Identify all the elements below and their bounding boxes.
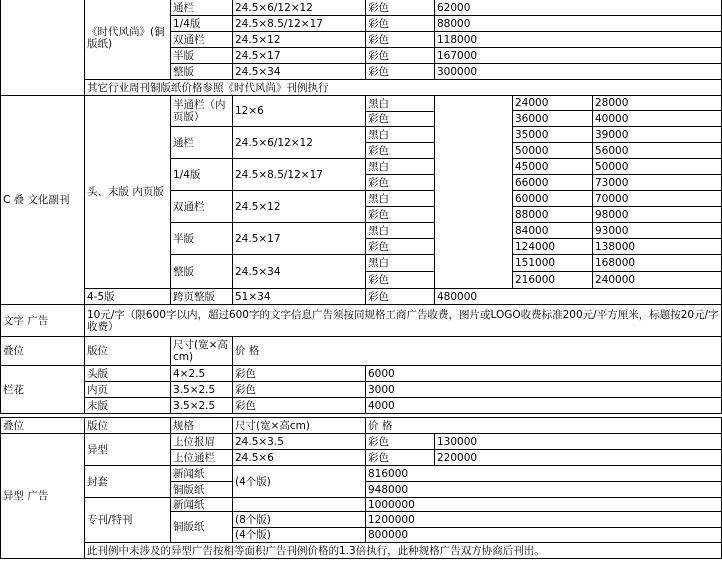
lanhua-price-2: 3000 xyxy=(365,381,722,398)
zk-coated: 铜版纸 xyxy=(170,511,233,543)
text-ad-desc: 10元/字（限600字以内，超过600字的文字信息广告须按同规格工商广告收费，图片或LOGO收费标准200元/平方厘米，标题按20元/字收费） xyxy=(84,304,722,337)
section-a-title: 《时代风尚》(铜版纸) xyxy=(84,0,171,82)
header2-col2: 版位 xyxy=(84,417,171,434)
price-cell: 151000 xyxy=(512,254,593,272)
header1-col2: 版位 xyxy=(84,336,171,366)
price-cell: 138000 xyxy=(592,238,722,255)
row-a2-color: 彩色 xyxy=(365,15,435,32)
header2-col3: 规格 xyxy=(170,417,233,434)
price-cell: 35000 xyxy=(512,126,593,143)
row-c6-size: 24.5×34 xyxy=(232,254,366,289)
tonglan-color: 彩色 xyxy=(365,449,435,466)
price-cell: 36000 xyxy=(512,110,593,127)
row-a4-price: 167000 xyxy=(434,47,722,64)
lanhua-pos-3: 末版 xyxy=(84,397,171,414)
row-a5-price: 300000 xyxy=(434,63,722,80)
price-cell: 60000 xyxy=(512,190,593,207)
row-a2-size: 24.5×8.5/12×17 xyxy=(232,15,366,32)
row-c4-bw: 黑白 xyxy=(365,190,435,207)
row-a5-color: 彩色 xyxy=(365,63,435,80)
blank-col xyxy=(434,95,513,289)
price-cell: 216000 xyxy=(512,271,593,289)
spread-price: 480000 xyxy=(434,288,722,305)
fengtao-pages: (4个版) xyxy=(232,465,366,498)
tonglan-name: 上位通栏 xyxy=(170,449,233,466)
row-c3-name: 1/4版 xyxy=(170,158,233,191)
lanhua-pos-1: 头版 xyxy=(84,365,171,382)
row-c4-name: 双通栏 xyxy=(170,190,233,223)
row-a3-color: 彩色 xyxy=(365,31,435,48)
lanhua-color-2: 彩色 xyxy=(232,381,366,398)
baotou-size: 24.5×3.5 xyxy=(232,433,366,450)
price-cell: 70000 xyxy=(592,190,722,207)
row-a5-name: 整版 xyxy=(170,63,233,80)
row-a4-size: 24.5×17 xyxy=(232,47,366,64)
price-cell: 98000 xyxy=(592,206,722,223)
row-c5-size: 24.5×17 xyxy=(232,222,366,255)
row-c1-color: 彩色 xyxy=(365,111,435,127)
row-c6-bw: 黑白 xyxy=(365,254,435,272)
header2-col5: 价 格 xyxy=(365,417,722,434)
special-label: 异型 广告 xyxy=(0,433,85,559)
price-cell: 240000 xyxy=(592,271,722,289)
price-cell: 39000 xyxy=(592,126,722,143)
spread-label: 4-5版 xyxy=(84,288,171,305)
lanhua-size-1: 4×2.5 xyxy=(170,365,233,382)
row-a1-size: 24.5×6/12×12 xyxy=(232,0,366,16)
row-a1-price: 62000 xyxy=(434,0,722,16)
row-c2-color: 彩色 xyxy=(365,142,435,159)
price-cell: 56000 xyxy=(592,142,722,159)
price-cell: 50000 xyxy=(592,158,722,175)
section-a-note: 其它行业周刊铜版纸价格参照《时代风尚》刊例执行 xyxy=(84,79,722,96)
lanhua-pos-2: 内页 xyxy=(84,381,171,398)
footer-note: 此刊例中未涉及的异型广告按相等面积广告刊例价格的1.3倍执行，此种规格广告双方协商后刊出。 xyxy=(84,542,722,559)
zk-coated4-price: 800000 xyxy=(365,527,722,543)
row-c2-bw: 黑白 xyxy=(365,126,435,143)
zk-coated8-price: 1200000 xyxy=(365,511,722,528)
price-cell: 93000 xyxy=(592,222,722,239)
spread-size: 51×34 xyxy=(232,288,366,305)
header1-col1: 叠位 xyxy=(0,336,85,366)
row-a3-size: 24.5×12 xyxy=(232,31,366,48)
row-c2-size: 24.5×6/12×12 xyxy=(232,126,366,159)
row-a4-name: 半版 xyxy=(170,47,233,64)
row-c5-bw: 黑白 xyxy=(365,222,435,239)
row-c2-name: 通栏 xyxy=(170,126,233,159)
price-cell: 50000 xyxy=(512,142,593,159)
row-c4-color: 彩色 xyxy=(365,206,435,223)
price-cell: 28000 xyxy=(592,95,722,111)
baotou-price: 130000 xyxy=(434,433,722,450)
price-cell: 124000 xyxy=(512,238,593,255)
zk-coated-4: (4个版) xyxy=(232,527,366,543)
price-cell: 66000 xyxy=(512,174,593,191)
fengtao-label: 封套 xyxy=(84,465,171,498)
price-cell: 73000 xyxy=(592,174,722,191)
spread-name: 跨页整版 xyxy=(170,288,233,305)
fengtao-coated: 铜版纸 xyxy=(170,481,233,498)
row-c5-color: 彩色 xyxy=(365,238,435,255)
header2-col1: 叠位 xyxy=(0,417,85,434)
zk-news: 新闻纸 xyxy=(170,497,233,512)
row-c1-size: 12×6 xyxy=(232,95,366,127)
zhuankan-label: 专刊/特刊 xyxy=(84,497,171,543)
row-a2-price: 88000 xyxy=(434,15,722,32)
section-c-title: C 叠 文化副刊 xyxy=(0,95,85,305)
row-a5-size: 24.5×34 xyxy=(232,63,366,80)
lanhua-label: 栏花 xyxy=(0,365,85,414)
left-label-cell-a xyxy=(0,0,85,96)
baotou-name: 上位报眉 xyxy=(170,433,233,450)
spread-color: 彩色 xyxy=(365,288,435,305)
lanhua-price-1: 6000 xyxy=(365,365,722,382)
row-c6-color: 彩色 xyxy=(365,271,435,289)
price-cell: 168000 xyxy=(592,254,722,272)
lanhua-color-3: 彩色 xyxy=(232,397,366,414)
row-c1-bw: 黑白 xyxy=(365,95,435,112)
lanhua-size-2: 3.5×2.5 xyxy=(170,381,233,398)
price-cell: 88000 xyxy=(512,206,593,223)
text-ad-label: 文字 广告 xyxy=(0,304,85,337)
row-c1-name: 半通栏（内页版） xyxy=(170,95,233,127)
lanhua-price-3: 4000 xyxy=(365,397,722,414)
zk-news-price: 1000000 xyxy=(365,497,722,512)
row-a1-name: 通栏 xyxy=(170,0,233,16)
row-c4-size: 24.5×12 xyxy=(232,190,366,223)
baotou-color: 彩色 xyxy=(365,433,435,450)
tonglan-price: 220000 xyxy=(434,449,722,466)
header1-col4: 价 格 xyxy=(232,336,722,366)
lanhua-color-1: 彩色 xyxy=(232,365,366,382)
row-a1-color: 彩色 xyxy=(365,0,435,16)
yixing-label: 异型 xyxy=(84,433,171,466)
row-c3-bw: 黑白 xyxy=(365,158,435,175)
fengtao-coated-price: 948000 xyxy=(365,481,722,498)
price-cell: 45000 xyxy=(512,158,593,175)
price-cell: 84000 xyxy=(512,222,593,239)
row-a3-name: 双通栏 xyxy=(170,31,233,48)
tonglan-size: 24.5×6 xyxy=(232,449,366,466)
row-c5-name: 半版 xyxy=(170,222,233,255)
zk-news-pages xyxy=(232,497,366,512)
row-c3-color: 彩色 xyxy=(365,174,435,191)
lanhua-size-3: 3.5×2.5 xyxy=(170,397,233,414)
row-a4-color: 彩色 xyxy=(365,47,435,64)
fengtao-news-price: 816000 xyxy=(365,465,722,482)
zk-coated-8: (8个版) xyxy=(232,511,366,528)
price-cell: 24000 xyxy=(512,95,593,111)
fengtao-news: 新闻纸 xyxy=(170,465,233,482)
section-c-subtitle: 头、末版 内页版 xyxy=(84,95,171,289)
row-a2-name: 1/4版 xyxy=(170,15,233,32)
row-a3-price: 118000 xyxy=(434,31,722,48)
row-c6-name: 整版 xyxy=(170,254,233,289)
price-cell: 40000 xyxy=(592,110,722,127)
row-c3-size: 24.5×8.5/12×17 xyxy=(232,158,366,191)
header1-col3: 尺寸(宽×高cm) xyxy=(170,336,233,366)
header2-col4: 尺寸(宽×高cm) xyxy=(232,417,366,434)
